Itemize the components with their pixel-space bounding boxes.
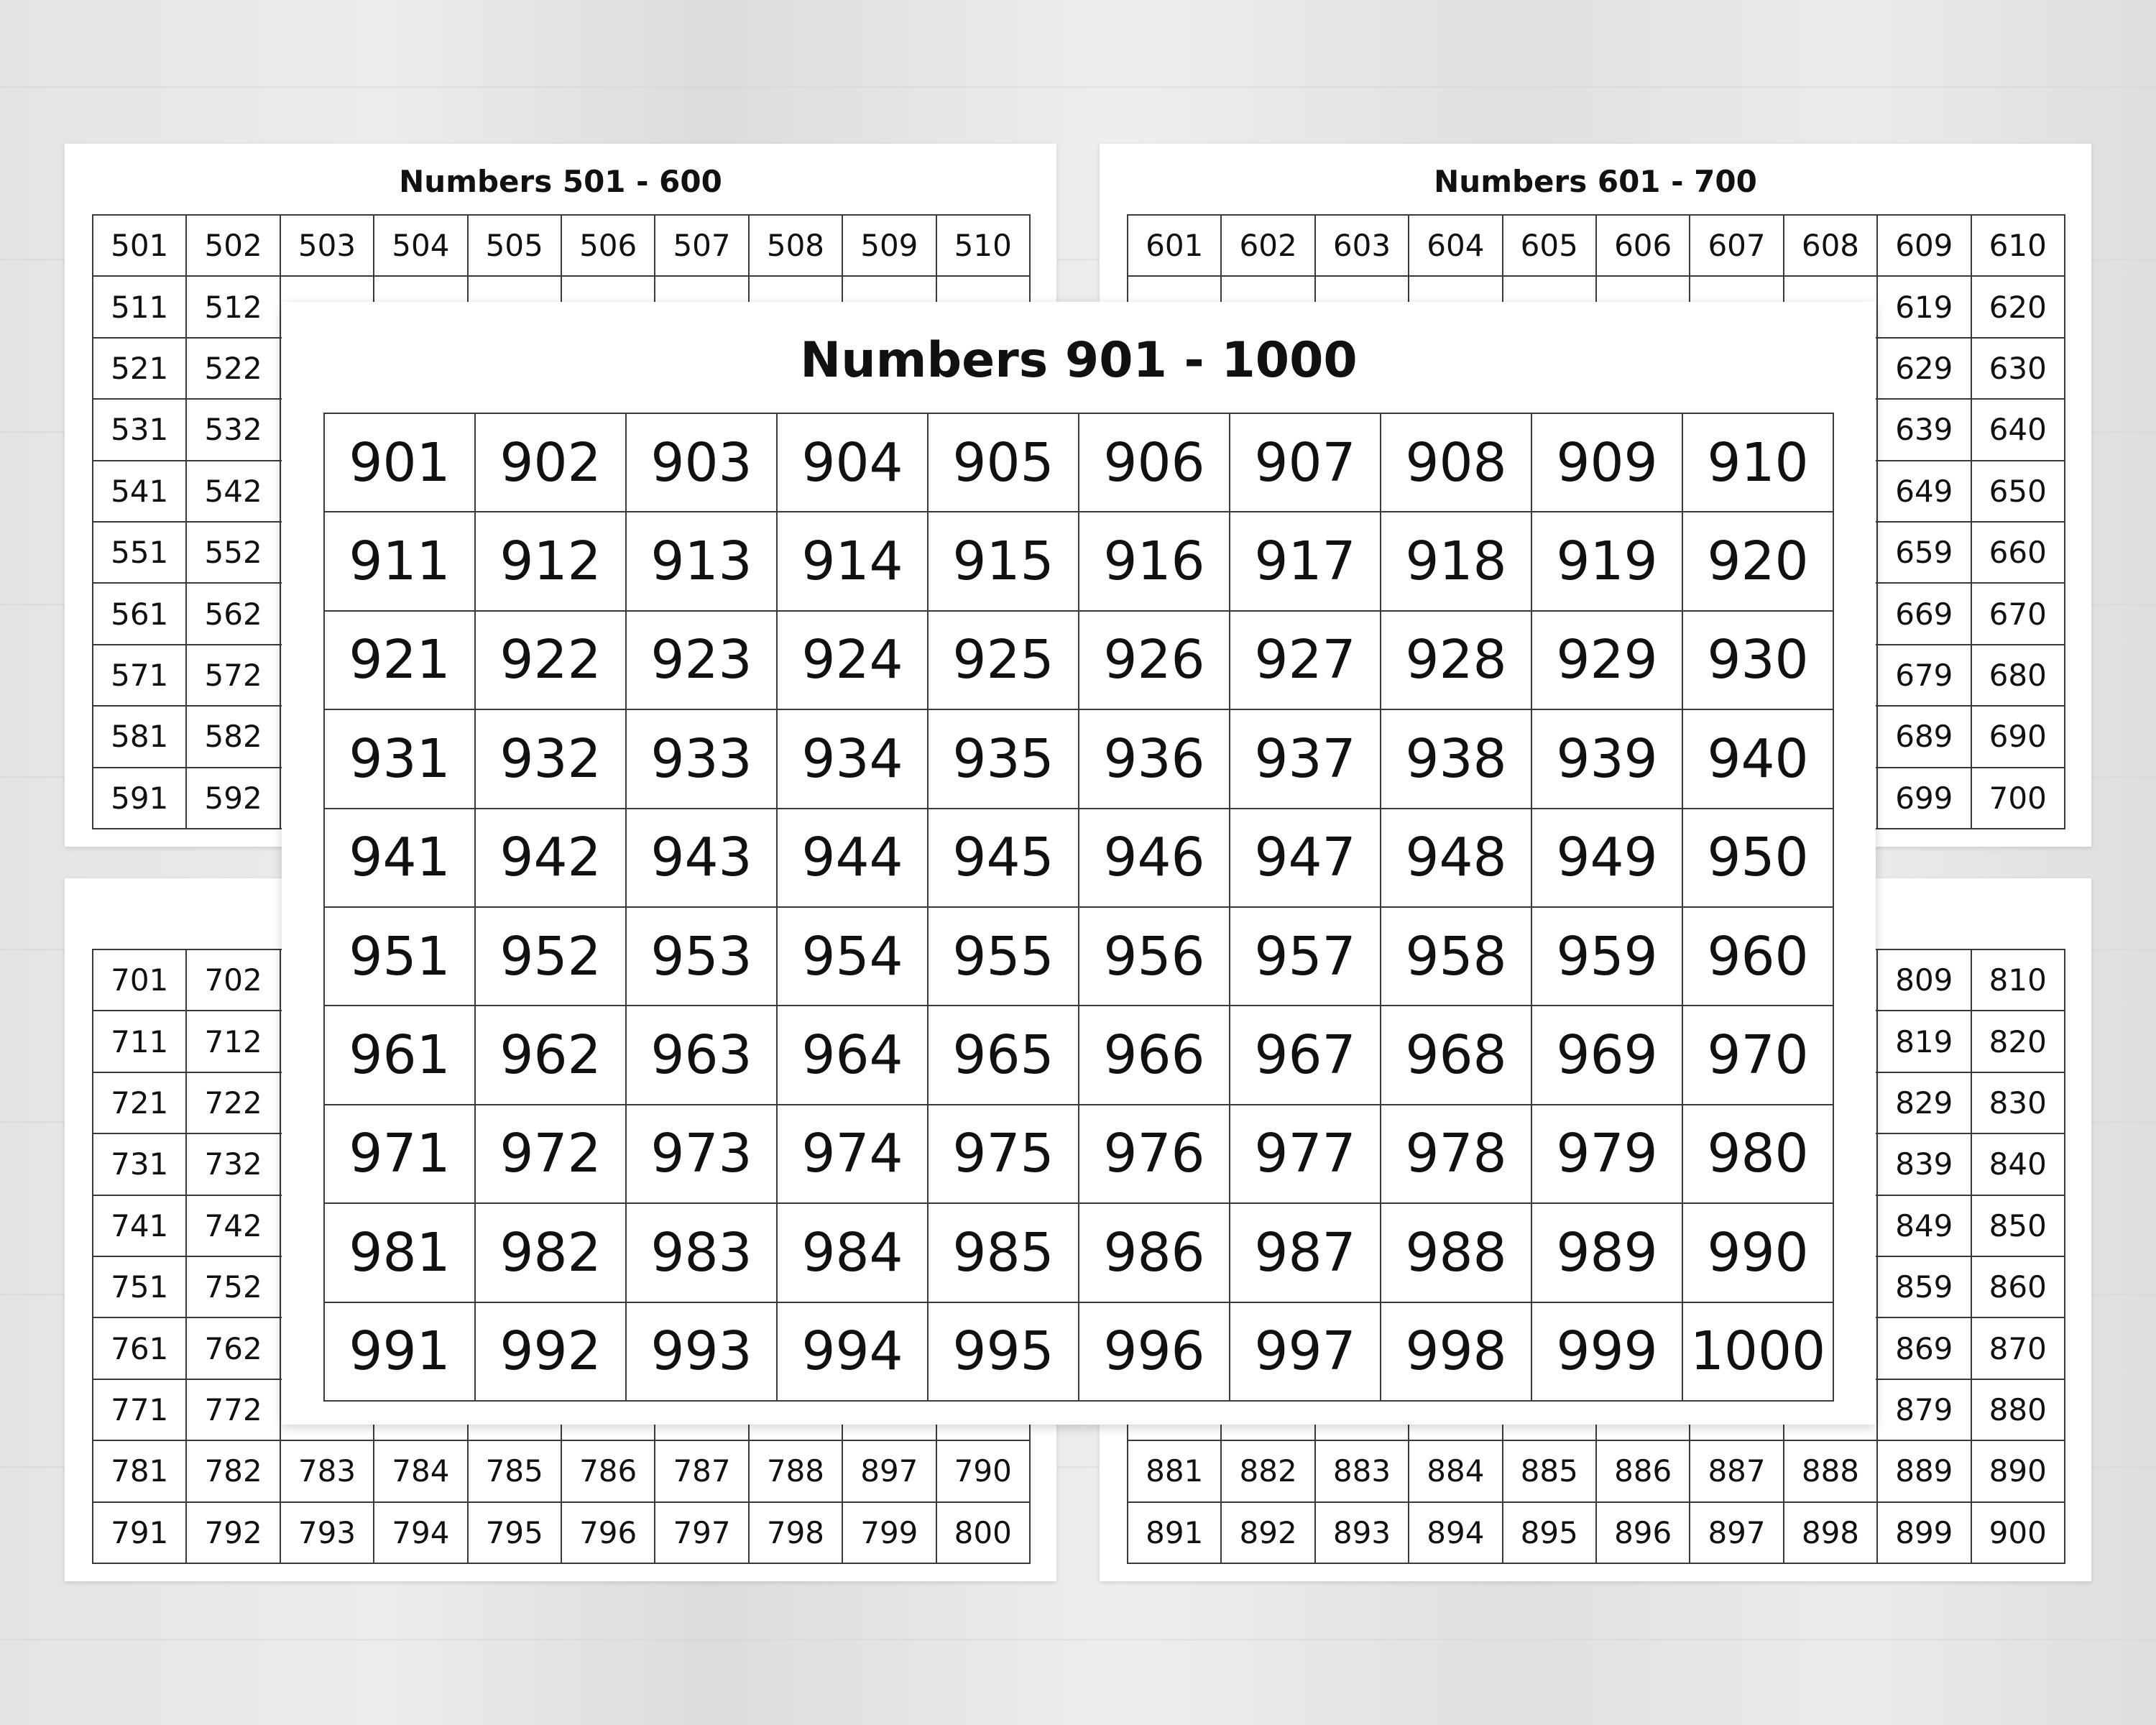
grid-cell: 860 bbox=[1971, 1256, 2065, 1317]
grid-cell: 572 bbox=[186, 645, 280, 706]
number-grid bbox=[323, 413, 1834, 1402]
worksheet-title: Numbers 501 - 600 bbox=[399, 164, 722, 199]
grid-cell: 870 bbox=[1971, 1317, 2065, 1379]
grid-cell: 771 bbox=[93, 1379, 186, 1440]
grid-row bbox=[324, 413, 1833, 512]
grid-cell: 619 bbox=[1877, 276, 1971, 337]
grid-cell: 895 bbox=[1503, 1502, 1596, 1563]
grid-row bbox=[324, 512, 1833, 610]
grid-cell: 784 bbox=[374, 1440, 467, 1501]
grid-cell: 935 bbox=[928, 709, 1079, 808]
grid-cell: 869 bbox=[1877, 1317, 1971, 1379]
grid-cell: 839 bbox=[1877, 1133, 1971, 1195]
grid-cell: 974 bbox=[777, 1105, 928, 1203]
grid-cell: 927 bbox=[1230, 611, 1381, 709]
grid-cell: 601 bbox=[1128, 215, 1221, 276]
grid-cell: 732 bbox=[186, 1133, 280, 1195]
grid-cell: 640 bbox=[1971, 399, 2065, 460]
grid-cell: 955 bbox=[928, 907, 1079, 1006]
grid-cell: 971 bbox=[324, 1105, 475, 1203]
grid-cell: 984 bbox=[777, 1203, 928, 1302]
grid-cell: 799 bbox=[842, 1502, 936, 1563]
grid-cell: 850 bbox=[1971, 1195, 2065, 1256]
grid-cell: 987 bbox=[1230, 1203, 1381, 1302]
grid-cell: 953 bbox=[626, 907, 777, 1006]
grid-cell: 650 bbox=[1971, 461, 2065, 522]
grid-cell: 507 bbox=[655, 215, 748, 276]
grid-row bbox=[324, 1302, 1833, 1401]
grid-cell: 949 bbox=[1531, 809, 1682, 907]
grid-row bbox=[324, 709, 1833, 808]
grid-cell: 542 bbox=[186, 461, 280, 522]
grid-cell: 885 bbox=[1503, 1440, 1596, 1501]
grid-cell: 950 bbox=[1682, 809, 1833, 907]
grid-cell: 913 bbox=[626, 512, 777, 610]
grid-cell: 639 bbox=[1877, 399, 1971, 460]
grid-cell: 649 bbox=[1877, 461, 1971, 522]
grid-cell: 551 bbox=[93, 522, 186, 583]
grid-cell: 792 bbox=[186, 1502, 280, 1563]
grid-cell: 964 bbox=[777, 1006, 928, 1104]
grid-cell: 603 bbox=[1315, 215, 1409, 276]
grid-cell: 919 bbox=[1531, 512, 1682, 610]
grid-cell: 928 bbox=[1381, 611, 1531, 709]
grid-cell: 829 bbox=[1877, 1072, 1971, 1133]
grid-cell: 977 bbox=[1230, 1105, 1381, 1203]
grid-row bbox=[324, 1203, 1833, 1302]
grid-cell: 680 bbox=[1971, 645, 2065, 706]
grid-cell: 896 bbox=[1596, 1502, 1690, 1563]
grid-cell: 772 bbox=[186, 1379, 280, 1440]
grid-cell: 940 bbox=[1682, 709, 1833, 808]
grid-cell: 891 bbox=[1128, 1502, 1221, 1563]
grid-cell: 897 bbox=[1690, 1502, 1783, 1563]
grid-cell: 1000 bbox=[1682, 1302, 1833, 1401]
grid-cell: 859 bbox=[1877, 1256, 1971, 1317]
grid-cell: 909 bbox=[1531, 413, 1682, 512]
grid-row bbox=[1128, 1502, 2065, 1563]
grid-cell: 670 bbox=[1971, 583, 2065, 644]
grid-row bbox=[1128, 1440, 2065, 1501]
grid-cell: 979 bbox=[1531, 1105, 1682, 1203]
grid-cell: 969 bbox=[1531, 1006, 1682, 1104]
grid-cell: 937 bbox=[1230, 709, 1381, 808]
grid-cell: 899 bbox=[1877, 1502, 1971, 1563]
grid-cell: 936 bbox=[1079, 709, 1230, 808]
grid-cell: 689 bbox=[1877, 706, 1971, 767]
grid-cell: 604 bbox=[1409, 215, 1502, 276]
grid-cell: 607 bbox=[1690, 215, 1783, 276]
grid-cell: 793 bbox=[280, 1502, 374, 1563]
grid-cell: 609 bbox=[1877, 215, 1971, 276]
worksheet-901-1000 bbox=[282, 302, 1876, 1425]
grid-cell: 629 bbox=[1877, 338, 1971, 399]
grid-cell: 968 bbox=[1381, 1006, 1531, 1104]
grid-cell: 916 bbox=[1079, 512, 1230, 610]
grid-cell: 790 bbox=[936, 1440, 1030, 1501]
grid-cell: 541 bbox=[93, 461, 186, 522]
grid-cell: 947 bbox=[1230, 809, 1381, 907]
grid-cell: 959 bbox=[1531, 907, 1682, 1006]
grid-cell: 966 bbox=[1079, 1006, 1230, 1104]
grid-cell: 967 bbox=[1230, 1006, 1381, 1104]
grid-cell: 932 bbox=[475, 709, 626, 808]
grid-row bbox=[324, 809, 1833, 907]
grid-cell: 963 bbox=[626, 1006, 777, 1104]
grid-cell: 505 bbox=[468, 215, 561, 276]
grid-cell: 508 bbox=[749, 215, 842, 276]
grid-cell: 972 bbox=[475, 1105, 626, 1203]
grid-cell: 914 bbox=[777, 512, 928, 610]
grid-cell: 946 bbox=[1079, 809, 1230, 907]
grid-cell: 660 bbox=[1971, 522, 2065, 583]
grid-cell: 699 bbox=[1877, 768, 1971, 829]
grid-cell: 894 bbox=[1409, 1502, 1502, 1563]
grid-cell: 742 bbox=[186, 1195, 280, 1256]
grid-cell: 921 bbox=[324, 611, 475, 709]
grid-cell: 605 bbox=[1503, 215, 1596, 276]
grid-row bbox=[324, 611, 1833, 709]
grid-cell: 965 bbox=[928, 1006, 1079, 1104]
grid-cell: 985 bbox=[928, 1203, 1079, 1302]
grid-cell: 952 bbox=[475, 907, 626, 1006]
grid-cell: 798 bbox=[749, 1502, 842, 1563]
grid-cell: 506 bbox=[561, 215, 655, 276]
grid-cell: 610 bbox=[1971, 215, 2065, 276]
grid-cell: 917 bbox=[1230, 512, 1381, 610]
grid-cell: 552 bbox=[186, 522, 280, 583]
grid-cell: 961 bbox=[324, 1006, 475, 1104]
grid-cell: 795 bbox=[468, 1502, 561, 1563]
grid-cell: 992 bbox=[475, 1302, 626, 1401]
grid-cell: 510 bbox=[936, 215, 1030, 276]
grid-cell: 582 bbox=[186, 706, 280, 767]
grid-cell: 512 bbox=[186, 276, 280, 337]
grid-cell: 809 bbox=[1877, 949, 1971, 1011]
grid-cell: 787 bbox=[655, 1440, 748, 1501]
grid-cell: 731 bbox=[93, 1133, 186, 1195]
grid-cell: 939 bbox=[1531, 709, 1682, 808]
grid-row bbox=[93, 215, 1030, 276]
grid-cell: 989 bbox=[1531, 1203, 1682, 1302]
grid-cell: 944 bbox=[777, 809, 928, 907]
grid-cell: 988 bbox=[1381, 1203, 1531, 1302]
grid-cell: 926 bbox=[1079, 611, 1230, 709]
grid-cell: 796 bbox=[561, 1502, 655, 1563]
grid-cell: 722 bbox=[186, 1072, 280, 1133]
grid-cell: 800 bbox=[936, 1502, 1030, 1563]
grid-cell: 561 bbox=[93, 583, 186, 644]
grid-cell: 900 bbox=[1971, 1502, 2065, 1563]
grid-cell: 995 bbox=[928, 1302, 1079, 1401]
grid-cell: 785 bbox=[468, 1440, 561, 1501]
grid-cell: 943 bbox=[626, 809, 777, 907]
grid-cell: 993 bbox=[626, 1302, 777, 1401]
grid-cell: 938 bbox=[1381, 709, 1531, 808]
grid-cell: 920 bbox=[1682, 512, 1833, 610]
grid-cell: 983 bbox=[626, 1203, 777, 1302]
grid-cell: 990 bbox=[1682, 1203, 1833, 1302]
grid-cell: 996 bbox=[1079, 1302, 1230, 1401]
grid-cell: 975 bbox=[928, 1105, 1079, 1203]
grid-cell: 956 bbox=[1079, 907, 1230, 1006]
grid-cell: 786 bbox=[561, 1440, 655, 1501]
grid-cell: 620 bbox=[1971, 276, 2065, 337]
grid-cell: 957 bbox=[1230, 907, 1381, 1006]
grid-cell: 761 bbox=[93, 1317, 186, 1379]
grid-row bbox=[1128, 215, 2065, 276]
grid-cell: 941 bbox=[324, 809, 475, 907]
grid-cell: 762 bbox=[186, 1317, 280, 1379]
grid-cell: 892 bbox=[1221, 1502, 1314, 1563]
grid-row bbox=[324, 1105, 1833, 1203]
grid-cell: 509 bbox=[842, 215, 936, 276]
grid-row bbox=[93, 1440, 1030, 1501]
grid-cell: 976 bbox=[1079, 1105, 1230, 1203]
grid-cell: 910 bbox=[1682, 413, 1833, 512]
grid-cell: 840 bbox=[1971, 1133, 2065, 1195]
grid-cell: 901 bbox=[324, 413, 475, 512]
grid-cell: 912 bbox=[475, 512, 626, 610]
grid-cell: 960 bbox=[1682, 907, 1833, 1006]
grid-cell: 591 bbox=[93, 768, 186, 829]
grid-cell: 511 bbox=[93, 276, 186, 337]
grid-cell: 782 bbox=[186, 1440, 280, 1501]
grid-cell: 791 bbox=[93, 1502, 186, 1563]
grid-cell: 592 bbox=[186, 768, 280, 829]
grid-cell: 897 bbox=[842, 1440, 936, 1501]
grid-cell: 998 bbox=[1381, 1302, 1531, 1401]
grid-cell: 902 bbox=[475, 413, 626, 512]
grid-cell: 581 bbox=[93, 706, 186, 767]
grid-cell: 991 bbox=[324, 1302, 475, 1401]
grid-cell: 942 bbox=[475, 809, 626, 907]
grid-cell: 521 bbox=[93, 338, 186, 399]
grid-cell: 701 bbox=[93, 949, 186, 1011]
grid-cell: 830 bbox=[1971, 1072, 2065, 1133]
grid-cell: 898 bbox=[1784, 1502, 1877, 1563]
grid-cell: 752 bbox=[186, 1256, 280, 1317]
grid-cell: 531 bbox=[93, 399, 186, 460]
grid-cell: 889 bbox=[1877, 1440, 1971, 1501]
grid-cell: 954 bbox=[777, 907, 928, 1006]
grid-row bbox=[93, 1502, 1030, 1563]
grid-row bbox=[324, 1006, 1833, 1104]
grid-cell: 630 bbox=[1971, 338, 2065, 399]
grid-cell: 886 bbox=[1596, 1440, 1690, 1501]
grid-cell: 945 bbox=[928, 809, 1079, 907]
grid-cell: 924 bbox=[777, 611, 928, 709]
grid-cell: 783 bbox=[280, 1440, 374, 1501]
grid-cell: 794 bbox=[374, 1502, 467, 1563]
grid-cell: 810 bbox=[1971, 949, 2065, 1011]
grid-cell: 925 bbox=[928, 611, 1079, 709]
grid-cell: 922 bbox=[475, 611, 626, 709]
grid-cell: 820 bbox=[1971, 1011, 2065, 1072]
grid-cell: 712 bbox=[186, 1011, 280, 1072]
grid-cell: 907 bbox=[1230, 413, 1381, 512]
grid-cell: 893 bbox=[1315, 1502, 1409, 1563]
grid-cell: 986 bbox=[1079, 1203, 1230, 1302]
grid-cell: 741 bbox=[93, 1195, 186, 1256]
grid-cell: 970 bbox=[1682, 1006, 1833, 1104]
grid-cell: 915 bbox=[928, 512, 1079, 610]
grid-cell: 923 bbox=[626, 611, 777, 709]
grid-cell: 532 bbox=[186, 399, 280, 460]
grid-cell: 905 bbox=[928, 413, 1079, 512]
grid-cell: 504 bbox=[374, 215, 467, 276]
grid-cell: 797 bbox=[655, 1502, 748, 1563]
grid-cell: 930 bbox=[1682, 611, 1833, 709]
grid-cell: 918 bbox=[1381, 512, 1531, 610]
grid-cell: 997 bbox=[1230, 1302, 1381, 1401]
grid-cell: 908 bbox=[1381, 413, 1531, 512]
grid-cell: 881 bbox=[1128, 1440, 1221, 1501]
grid-cell: 819 bbox=[1877, 1011, 1971, 1072]
grid-cell: 562 bbox=[186, 583, 280, 644]
grid-cell: 980 bbox=[1682, 1105, 1833, 1203]
grid-cell: 933 bbox=[626, 709, 777, 808]
grid-cell: 880 bbox=[1971, 1379, 2065, 1440]
grid-cell: 903 bbox=[626, 413, 777, 512]
grid-cell: 981 bbox=[324, 1203, 475, 1302]
grid-cell: 608 bbox=[1784, 215, 1877, 276]
grid-cell: 911 bbox=[324, 512, 475, 610]
grid-cell: 788 bbox=[749, 1440, 842, 1501]
grid-cell: 879 bbox=[1877, 1379, 1971, 1440]
grid-cell: 702 bbox=[186, 949, 280, 1011]
grid-cell: 999 bbox=[1531, 1302, 1682, 1401]
grid-cell: 978 bbox=[1381, 1105, 1531, 1203]
grid-cell: 602 bbox=[1221, 215, 1314, 276]
grid-cell: 502 bbox=[186, 215, 280, 276]
grid-cell: 849 bbox=[1877, 1195, 1971, 1256]
grid-cell: 951 bbox=[324, 907, 475, 1006]
grid-cell: 883 bbox=[1315, 1440, 1409, 1501]
grid-cell: 887 bbox=[1690, 1440, 1783, 1501]
worksheet-title: Numbers 601 - 700 bbox=[1434, 164, 1757, 199]
grid-cell: 958 bbox=[1381, 907, 1531, 1006]
grid-cell: 929 bbox=[1531, 611, 1682, 709]
grid-cell: 669 bbox=[1877, 583, 1971, 644]
grid-cell: 571 bbox=[93, 645, 186, 706]
grid-cell: 904 bbox=[777, 413, 928, 512]
grid-cell: 982 bbox=[475, 1203, 626, 1302]
grid-cell: 882 bbox=[1221, 1440, 1314, 1501]
grid-cell: 721 bbox=[93, 1072, 186, 1133]
grid-cell: 888 bbox=[1784, 1440, 1877, 1501]
grid-row bbox=[324, 907, 1833, 1006]
grid-cell: 501 bbox=[93, 215, 186, 276]
grid-cell: 934 bbox=[777, 709, 928, 808]
grid-cell: 948 bbox=[1381, 809, 1531, 907]
grid-cell: 884 bbox=[1409, 1440, 1502, 1501]
grid-cell: 711 bbox=[93, 1011, 186, 1072]
grid-cell: 931 bbox=[324, 709, 475, 808]
grid-cell: 751 bbox=[93, 1256, 186, 1317]
grid-cell: 973 bbox=[626, 1105, 777, 1203]
grid-cell: 962 bbox=[475, 1006, 626, 1104]
grid-cell: 679 bbox=[1877, 645, 1971, 706]
grid-cell: 906 bbox=[1079, 413, 1230, 512]
grid-cell: 606 bbox=[1596, 215, 1690, 276]
grid-cell: 700 bbox=[1971, 768, 2065, 829]
grid-cell: 994 bbox=[777, 1302, 928, 1401]
grid-cell: 503 bbox=[280, 215, 374, 276]
grid-cell: 659 bbox=[1877, 522, 1971, 583]
grid-cell: 522 bbox=[186, 338, 280, 399]
worksheet-title: Numbers 901 - 1000 bbox=[800, 332, 1358, 389]
grid-cell: 690 bbox=[1971, 706, 2065, 767]
grid-cell: 890 bbox=[1971, 1440, 2065, 1501]
grid-cell: 781 bbox=[93, 1440, 186, 1501]
